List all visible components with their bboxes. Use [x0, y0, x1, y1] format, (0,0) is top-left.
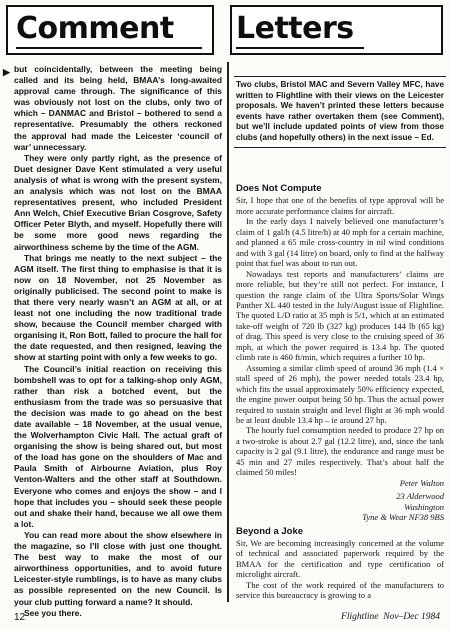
letter-paragraph: The cost of the work required of the manufacturers to service this bureaucracy is growing to a	[236, 579, 444, 601]
letter-signature: Peter Walton	[399, 477, 444, 488]
letter-paragraph: Sir, I hope that one of the benefits of type approval will be more accurate performance claims for aircraft.	[236, 195, 444, 216]
letter-paragraph: Sir, We are becoming increasingly concerned at the volume of technical and associated paperwork required by the BMAA for the certification and type certification of microlight aircraft.	[236, 537, 444, 580]
footer-date: Nov–Dec 1984	[383, 612, 440, 622]
address-line: 23 Alderwood	[396, 491, 444, 502]
comment-column	[3, 64, 222, 619]
comment-header-box	[6, 5, 214, 55]
continuation-arrow-icon: ▶	[3, 67, 10, 77]
letter-paragraph: Assuming a similar climb speed of around 36 mph (1.4 × stall speed of 26 mph), the power needed totals 23.4 hp, which fits the usual approximately 50% efficiency expected, the engine power output being 50 hp. Thus the actual power required to sustain straight and level flight at 36 mph would be at least double 13.4 hp – ie around 27 hp.	[236, 362, 444, 425]
comment-paragraph: They were only partly right, as the presence of Duet designer Dave Kent stimulated a very useful analysis of what is wrong with the present system, an analysis which was not lost on the BMAA representatives present, who included President Ann Welch, Chief Executive Brian Cosgrove, Safety Officer Peter Blyth, and myself. Hopefully there will be some more good news regarding the airworthiness scheme by the time of the AGM.	[14, 152, 222, 252]
letter-paragraph: The hourly fuel consumption needed to produce 27 hp on a two-stroke is about 2.7 gal (12.2 litre), and, since the tank capacity is 2 gal (9.1 litre), the endurance and range must be 45 min and 27 miles respectively. That’s about half the claimed 50 miles!	[236, 425, 444, 478]
column-divider	[227, 62, 229, 602]
letter-title: Beyond a Joke	[236, 525, 304, 537]
letters-header-box	[230, 5, 443, 55]
letter-address	[236, 491, 444, 522]
letters-heading: Letters	[236, 11, 354, 46]
comment-heading: Comment	[16, 11, 174, 46]
address-line: Washington	[404, 501, 444, 512]
editor-note: Two clubs, Bristol MAC and Severn Valley MFC, have written to Flightline with their views on the Leicester proposals. We haven’t printed these letters because events have rather overtaken them (see Comment), but we’ll include updated points of view from those clubs (and hopefully others) in the next issue – Ed.	[234, 76, 446, 148]
letters-column	[236, 182, 444, 601]
comment-paragraph: The Council’s initial reaction on receiving this bombshell was to opt for a talking-shop only AGM, rather than risk a botched event, but the enthusiasm from the trade was so persuasive that the decision was made to go ahead on the best date available – 18 November, at the usual venue, the Wolverhampton Civic Hall. The actual graft of organising the show is being shared out, but most of the load has gone on the shoulders of Mac and Paula Smith of Airbourne Aviation, plus Roy Venton-Walters and the other staff at Southdown. Everyone who comes and enjoys the show – and I hope that includes you – should seek these people out and shake their hand, because we all owe them a lot.	[14, 363, 222, 529]
footer-publication: Flightline	[341, 612, 379, 622]
comment-paragraph: See you there.	[24, 607, 82, 618]
letters-heading-underline	[236, 47, 364, 49]
letter-paragraph: Nowadays test reports and manufacturers’ claims are more reliable, but they’re still not perfect. For instance, I question the range claim of the Ultra Sports/Solar Wings Panther XL 440 tested in the July/August issue of Flightline. The quoted L/D ratio at 35 mph is 5/1, which at an estimated take-off weight of 720 lb (327 kg) produces 144 lb (65 kg) of drag. This speed is very close to the cruising speed of 36 mph, at which the power required is 13.4 hp. The quoted climb rate is 460 ft/min, which requires a further 10 hp.	[236, 268, 444, 363]
address-line: Tyne & Wear NF38 9BS	[362, 512, 444, 523]
page-number: 12	[14, 612, 26, 623]
comment-heading-underline	[16, 47, 202, 49]
letter-title: Does Not Compute	[236, 183, 322, 194]
comment-paragraph: That brings me neatly to the next subject – the AGM itself. The first thing to emphasise is that it is now on 18 November, not 25 November as originally publicised. The second point to make is that there very nearly wasn’t an AGM at all, or at least not one including the now traditional trade show, because the Council member charged with organising it, Ron Bott, failed to procure the hall for the date requested, and then resigned, leaving the show at starting point with only a few weeks to go.	[14, 252, 222, 363]
letter-paragraph: In the early days I naively believed one manufacturer’s claim of 1 gal/h (4.5 litre/h) at 40 mph for a certain machine, and planned a 65 mile cross-country in nil wind conditions and with 3 gal (14 litre) on board, only to find at the halfway point that fuel was about to run out.	[236, 216, 444, 269]
comment-paragraph: You can read more about the show elsewhere in the magazine, so I’ll close with just one thought. The best way to make the most of our airworthiness opportunities, and to avoid future Leicester-style rumblings, is to have as many clubs as possible represented on the new Council. Is your club putting forward a name? It should.	[14, 529, 222, 607]
comment-paragraph: but coincidentally, between the meeting being called and its being held, BMAA’s long-awaited approval came through. The significance of this was obviously not lost on the clubs, only two of which – DANMAC and Bristol – bothered to send a representative. Presumably the others reckoned the approval had made the Leicester ‘council of war’ unnecessary.	[14, 64, 222, 152]
page-footer	[341, 612, 440, 622]
